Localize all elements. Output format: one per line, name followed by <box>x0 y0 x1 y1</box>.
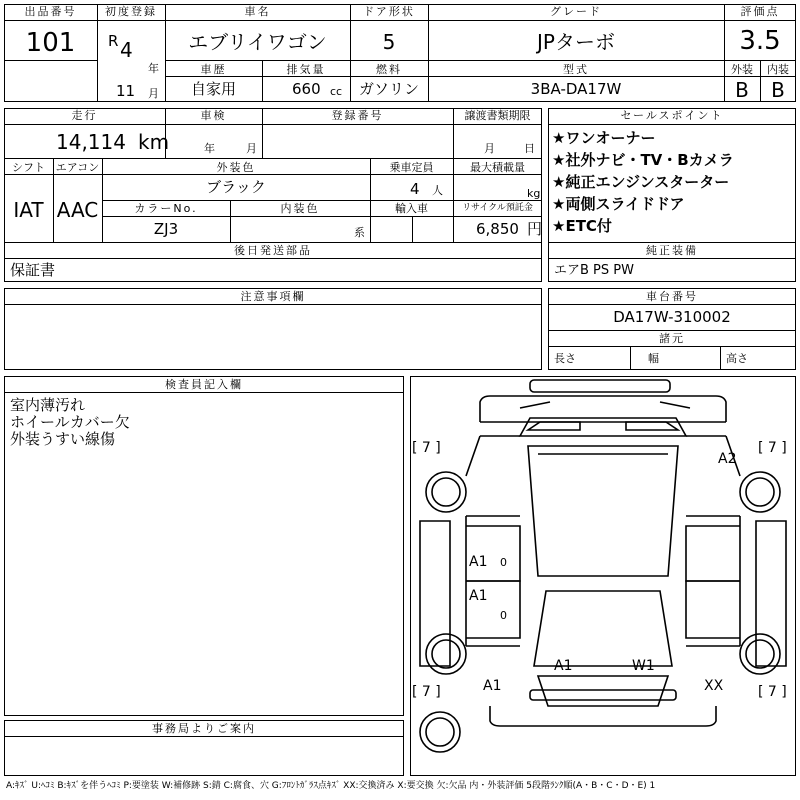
car-diagram <box>410 376 796 776</box>
recycle-label: リサイクル預託金 <box>462 203 533 213</box>
reg-no-label: 登録番号 <box>331 109 384 122</box>
capacity-unit: 人 <box>432 184 443 197</box>
damage-mark: A1 <box>483 678 502 694</box>
sales-point-item: ★ワンオーナー <box>552 129 656 147</box>
dimensions-label: 諸元 <box>659 332 685 345</box>
ac-label: エアコン <box>55 161 100 174</box>
dim-height-label: 高さ <box>726 352 748 365</box>
sales-point-item: ★両側スライドドア <box>552 195 685 213</box>
sales-point-item: ★純正エンジンスターター <box>552 173 730 191</box>
later-parts-label: 後日発送部品 <box>234 244 312 257</box>
dim-width-label: 幅 <box>648 352 659 365</box>
grade-label: グレード <box>550 5 602 18</box>
ac: AAC <box>56 198 99 222</box>
car-name: エブリイワゴン <box>188 30 327 54</box>
history: 自家用 <box>190 80 236 98</box>
legend: A:ｷｽﾞ U:ﾍｺﾐ B:ｷｽﾞを伴うﾍｺﾐ P:要塗装 W:補修跡 S:錆 C:腐食、穴 G:ﾌﾛﾝﾄｶﾞﾗｽ点ｷｽﾞ XX:交換済み X:要交換 欠:欠品 内・外装評価 5段階ﾗﾝｸ順(A・B・C・D・E) 1 <box>6 781 656 791</box>
reg-year: 4 <box>120 38 133 62</box>
import-label: 輸入車 <box>395 202 428 215</box>
mileage-unit: km <box>138 130 170 154</box>
damage-mark: 0 <box>500 609 507 622</box>
equipment-label: 純正装備 <box>646 244 698 257</box>
transfer-month-unit: 月 <box>484 142 495 155</box>
sales-point-label: セールスポイント <box>620 109 724 122</box>
inspector-note: 外装うすい線傷 <box>10 430 116 448</box>
load-unit: kg <box>527 187 541 200</box>
recycle: 6,850 <box>476 220 519 238</box>
chassis-no: DA17W-310002 <box>613 308 731 326</box>
transfer-label: 譲渡書類期限 <box>464 109 531 122</box>
damage-mark: XX <box>704 678 724 694</box>
tyre-label-rr: [ 7 ] <box>758 684 787 700</box>
fuel: ガソリン <box>358 80 419 98</box>
later-parts: 保証書 <box>10 261 56 279</box>
capacity-label: 乗車定員 <box>389 161 434 174</box>
dim-length-label: 長さ <box>554 352 576 365</box>
reg-month: 11 <box>116 82 136 100</box>
transfer-day-unit: 日 <box>524 142 535 155</box>
sales-point-item: ★ETC付 <box>552 217 612 235</box>
reg-year-unit: 年 <box>148 62 159 75</box>
car-name-label: 車名 <box>244 5 271 18</box>
mileage-label: 走行 <box>71 109 98 122</box>
recycle-unit: 円 <box>527 220 543 238</box>
load-label: 最大積載量 <box>470 161 525 174</box>
interior-label: 内装 <box>767 63 789 76</box>
shift: IAT <box>13 198 44 222</box>
fuel-label: 燃料 <box>376 63 402 76</box>
lot-no-label: 出品番号 <box>24 5 77 18</box>
model-label: 型式 <box>563 63 589 76</box>
sales-point-item: ★社外ナビ・TV・Bカメラ <box>552 151 734 169</box>
damage-mark: A2 <box>718 451 737 467</box>
int-color-unit: 系 <box>354 226 365 239</box>
reg-month-unit: 月 <box>148 87 159 100</box>
era: R <box>108 32 119 50</box>
color-label: 外装色 <box>216 161 256 174</box>
capacity: 4 <box>410 180 420 198</box>
first-reg-label: 初度登録 <box>105 5 157 18</box>
color: ブラック <box>206 178 266 196</box>
door: 5 <box>382 30 396 54</box>
inspector-label: 検査員記入欄 <box>165 378 243 391</box>
score-label: 評価点 <box>740 5 780 18</box>
equipment: エアB PS PW <box>554 263 634 278</box>
damage-mark: A1 <box>469 588 488 604</box>
door-label: ドア形状 <box>363 5 415 18</box>
inspection-year-unit: 年 <box>204 142 215 155</box>
notes-label: 注意事項欄 <box>240 290 306 303</box>
chassis-label: 車台番号 <box>646 290 698 303</box>
tyre-label-fr: [ 7 ] <box>758 440 787 456</box>
displacement-label: 排気量 <box>286 63 326 76</box>
inspector-note: ホイールカバー欠 <box>10 413 130 431</box>
inspection-month-unit: 月 <box>246 142 257 155</box>
displacement: 660 <box>292 80 321 98</box>
exterior-grade: B <box>735 78 749 102</box>
damage-mark: A1 <box>469 554 488 570</box>
inspector-note: 室内薄汚れ <box>10 396 86 414</box>
history-label: 車歴 <box>200 63 227 76</box>
interior-grade: B <box>771 78 785 102</box>
exterior-label: 外装 <box>731 63 753 76</box>
tyre-label-rl: [ 7 ] <box>412 684 441 700</box>
color-no: ZJ3 <box>153 220 179 238</box>
int-color-label: 内装色 <box>280 202 320 215</box>
grade: JPターボ <box>537 30 615 54</box>
damage-mark: A1 <box>554 658 573 674</box>
score: 3.5 <box>739 26 781 56</box>
inspection-label: 車検 <box>200 109 227 122</box>
shift-label: シフト <box>12 161 45 174</box>
damage-mark: 0 <box>500 556 507 569</box>
office-label: 事務局よりご案内 <box>152 722 256 735</box>
tyre-label-fl: [ 7 ] <box>412 440 441 456</box>
color-no-label: カラーNo. <box>134 202 198 215</box>
mileage: 14,114 <box>56 130 126 154</box>
damage-mark: W1 <box>632 658 655 674</box>
model: 3BA-DA17W <box>530 80 622 98</box>
displacement-unit: cc <box>330 85 343 98</box>
lot-no: 101 <box>25 28 76 58</box>
